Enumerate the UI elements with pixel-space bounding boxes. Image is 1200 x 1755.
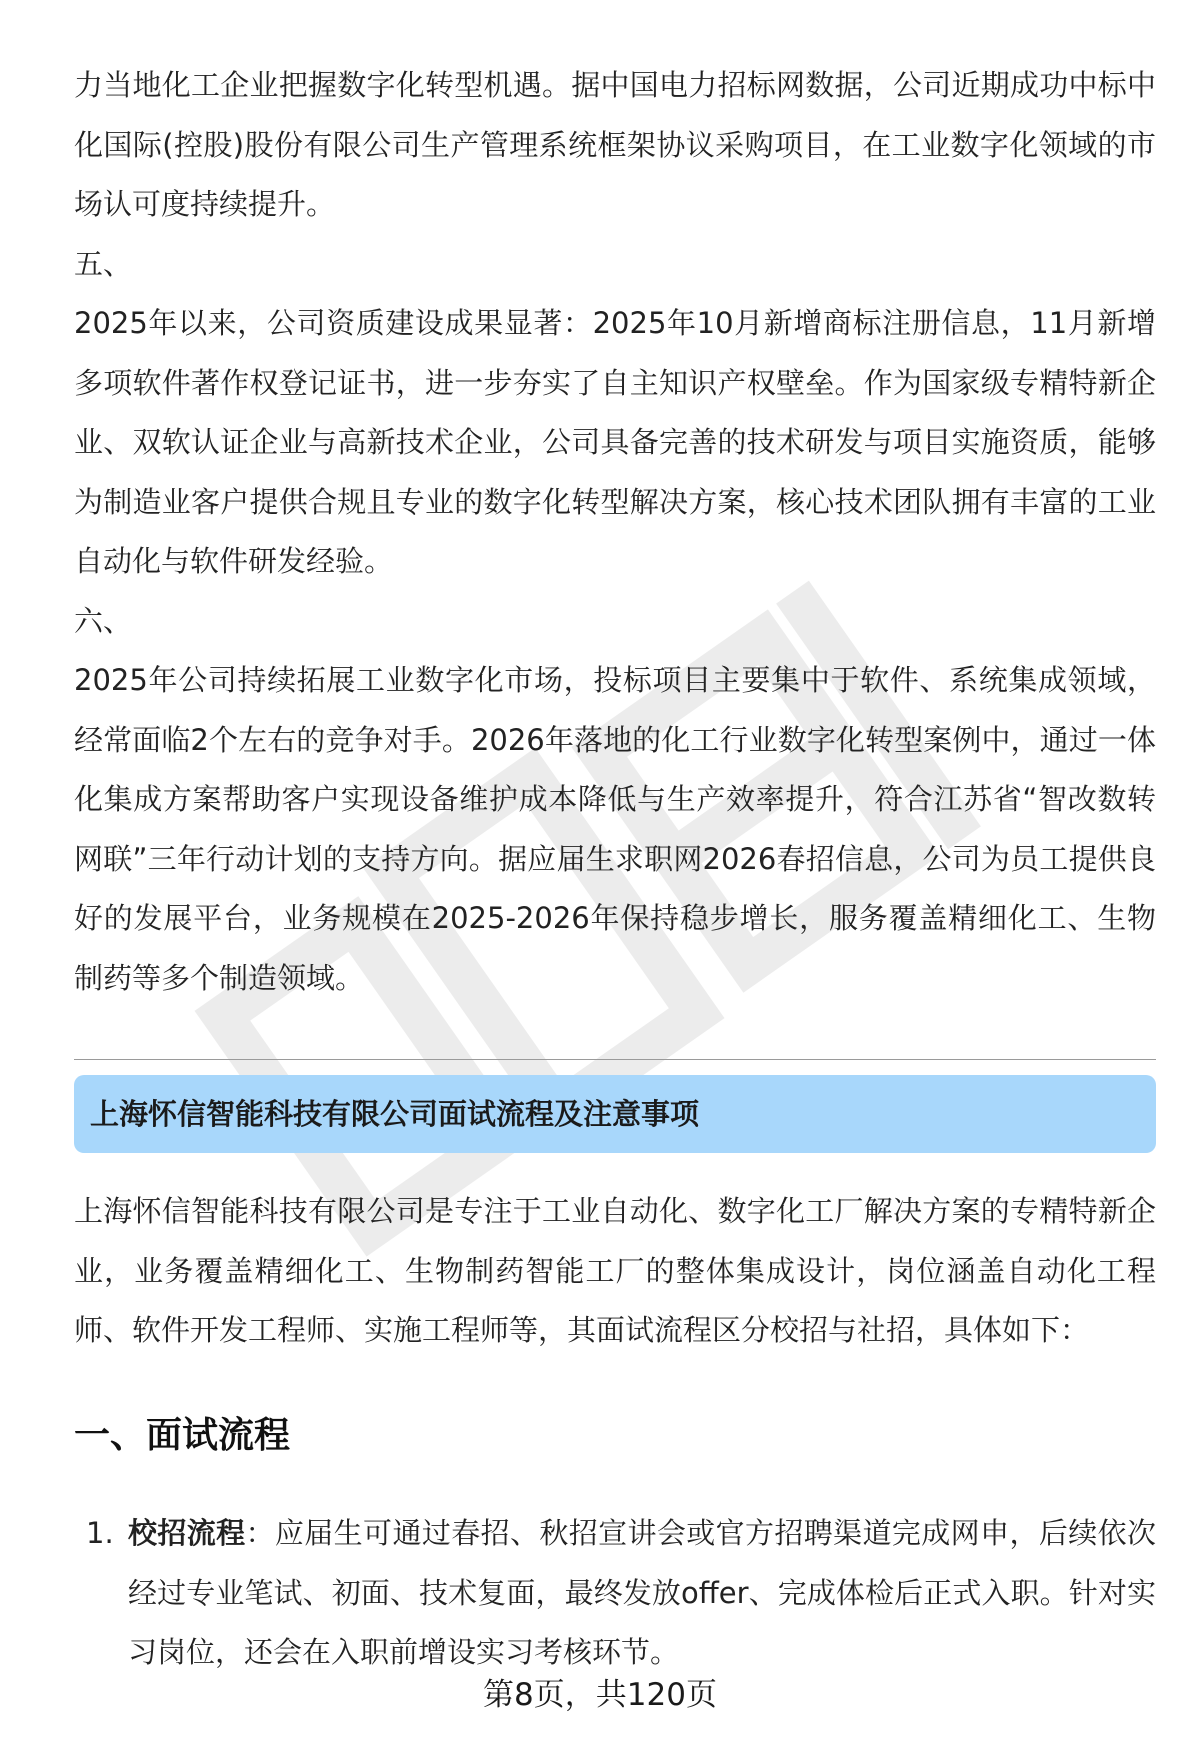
paragraph-continued: 力当地化工企业把握数字化转型机遇。据中国电力招标网数据，公司近期成功中标中化国际(控股)股份有限公司生产管理系统框架协议采购项目，在工业数字化领域的市场认可度持续提升。 xyxy=(74,68,1156,221)
item-number-six: 六、 xyxy=(74,604,133,638)
list-item xyxy=(128,1504,1156,1683)
list-item-text: ：应届生可通过春招、秋招宣讲会或官方招聘渠道完成网申，后续依次经过专业笔试、初面、技术复面，最终发放offer、完成体检后正式入职。针对实习岗位，还会在入职前增设实习考核环节。 xyxy=(128,1516,1156,1669)
section-intro: 上海怀信智能科技有限公司是专注于工业自动化、数字化工厂解决方案的专精特新企业，业务覆盖精细化工、生物制药智能工厂的整体集成设计，岗位涵盖自动化工程师、软件开发工程师、实施工程师等，其面试流程区分校招与社招，具体如下： xyxy=(74,1194,1156,1347)
list-item-number: 1. xyxy=(86,1516,114,1550)
paragraph-five: 2025年以来，公司资质建设成果显著：2025年10月新增商标注册信息，11月新增多项软件著作权登记证书，进一步夯实了自主知识产权壁垒。作为国家级专精特新企业、双软认证企业与高新技术企业，公司具备完善的技术研发与项目实施资质，能够为制造业客户提供合规且专业的数字化转型解决方案，核心技术团队拥有丰富的工业自动化与软件研发经验。 xyxy=(74,306,1156,578)
page-footer: 第8页，共120页 xyxy=(483,1677,717,1713)
item-number-five: 五、 xyxy=(74,247,133,281)
section-divider xyxy=(74,1059,1156,1060)
section-title-banner xyxy=(74,1075,1156,1153)
subheading-interview-process: 一、面试流程 xyxy=(74,1415,291,1456)
section-title: 上海怀信智能科技有限公司面试流程及注意事项 xyxy=(90,1097,700,1131)
list-item-label: 校招流程 xyxy=(128,1516,246,1550)
paragraph-six: 2025年公司持续拓展工业数字化市场，投标项目主要集中于软件、系统集成领域，经常面临2个左右的竞争对手。2026年落地的化工行业数字化转型案例中，通过一体化集成方案帮助客户实现设备维护成本降低与生产效率提升，符合江苏省“智改数转网联”三年行动计划的支持方向。据应届生求职网2026春招信息，公司为员工提供良好的发展平台，业务规模在2025-2026年保持稳步增长，服务覆盖精细化工、生物制药等多个制造领域。 xyxy=(74,663,1156,995)
